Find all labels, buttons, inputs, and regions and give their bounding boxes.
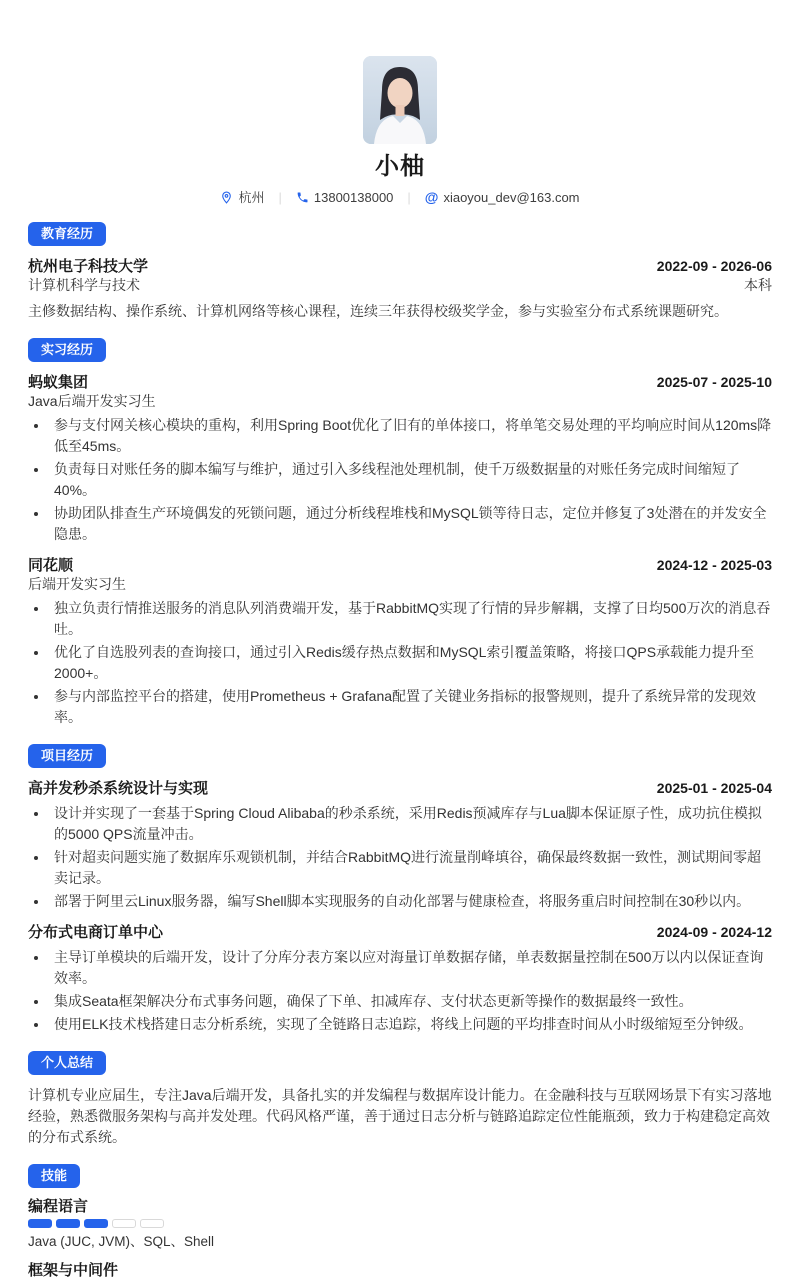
school-name: 杭州电子科技大学	[28, 258, 149, 275]
job-title: Java后端开发实习生	[28, 393, 156, 409]
bullet-item: • 参与内部监控平台的搭建，使用Prometheus + Grafana配置了关键业务指标的报警规则，提升了系统异常的发现效率。	[49, 686, 772, 728]
skill-level-bar	[84, 1219, 108, 1228]
education-entry	[28, 257, 772, 322]
skill-level-bars	[28, 1219, 772, 1228]
section-badge-skills: 技能	[28, 1164, 80, 1188]
job-bullets	[28, 598, 772, 728]
skill-level-bar	[140, 1219, 164, 1228]
job-bullets	[28, 415, 772, 545]
bullet-item: • 参与支付网关核心模块的重构，利用Spring Boot优化了旧有的单体接口，将单笔交易处理的平均响应时间从120ms降低至45ms。	[49, 415, 772, 457]
project-bullets	[28, 947, 772, 1035]
contact-row	[28, 189, 772, 206]
job-dates: 2025-07 - 2025-10	[656, 374, 772, 390]
bullet-item: • 集成Seata框架解决分布式事务问题，确保了下单、扣减库存、支付状态更新等操作的数据最终一致性。	[49, 991, 772, 1012]
internship-entry	[28, 373, 772, 545]
contact-phone-text: 13800138000	[313, 190, 394, 205]
section-education	[28, 222, 772, 322]
section-badge-projects: 项目经历	[28, 744, 106, 768]
contact-separator: |	[278, 190, 282, 205]
education-description: 主修数据结构、操作系统、计算机网络等核心课程，连续三年获得校级奖学金，参与实验室分布式系统课题研究。	[28, 303, 728, 319]
project-bullets	[28, 803, 772, 912]
project-entry	[28, 779, 772, 912]
company-name: 同花顺	[28, 557, 74, 574]
section-badge-education: 教育经历	[28, 222, 106, 246]
project-dates: 2024-09 - 2024-12	[656, 924, 772, 940]
contact-phone	[296, 189, 394, 206]
skill-group	[28, 1198, 772, 1250]
bullet-item: • 优化了自选股列表的查询接口，通过引入Redis缓存热点数据和MySQL索引覆盖策略，将接口QPS承载能力提升至2000+。	[49, 642, 772, 684]
bullet-item: • 负责每日对账任务的脚本编写与维护，通过引入多线程池处理机制，使千万级数据量的对账任务完成时间缩短了40%。	[49, 459, 772, 501]
job-dates: 2024-12 - 2025-03	[656, 557, 772, 573]
at-icon: @	[424, 189, 439, 205]
contact-separator: |	[407, 190, 411, 205]
person-name: 小柚	[375, 153, 425, 180]
skill-items: Java (JUC, JVM)、SQL、Shell	[28, 1234, 215, 1249]
bullet-item: • 主导订单模块的后端开发，设计了分库分表方案以应对海量订单数据存储，单表数据量控制在500万以内以保证查询效率。	[49, 947, 772, 989]
education-dates: 2022-09 - 2026-06	[656, 258, 772, 274]
section-badge-summary: 个人总结	[28, 1051, 106, 1075]
location-pin-icon	[220, 191, 233, 204]
bullet-item: • 设计并实现了一套基于Spring Cloud Alibaba的秒杀系统，采用Redis预减库存与Lua脚本保证原子性，成功抗住模拟的5000 QPS流量冲击。	[49, 803, 772, 845]
skill-level-bar	[28, 1219, 52, 1228]
project-name: 高并发秒杀系统设计与实现	[28, 780, 209, 797]
contact-email-text: xiaoyou_dev@163.com	[443, 190, 580, 205]
bullet-item: • 针对超卖问题实施了数据库乐观锁机制，并结合RabbitMQ进行流量削峰填谷，确保最终数据一致性，测试期间零超卖记录。	[49, 847, 772, 889]
skill-level-bar	[56, 1219, 80, 1228]
skill-group-title: 框架与中间件	[28, 1262, 119, 1279]
project-entry	[28, 923, 772, 1035]
internship-entry	[28, 556, 772, 728]
bullet-item: • 协助团队排查生产环境偶发的死锁问题，通过分析线程堆栈和MySQL锁等待日志，定位并修复了3处潜在的并发安全隐患。	[49, 503, 772, 545]
project-name: 分布式电商订单中心	[28, 924, 164, 941]
bullet-item: • 独立负责行情推送服务的消息队列消费端开发，基于RabbitMQ实现了行情的异步解耦，支撑了日均500万次的消息吞吐。	[49, 598, 772, 640]
major-name: 计算机科学与技术	[28, 277, 140, 293]
project-dates: 2025-01 - 2025-04	[656, 780, 772, 796]
contact-email	[425, 189, 580, 206]
degree-level: 本科	[744, 277, 772, 293]
skill-group-title: 编程语言	[28, 1198, 89, 1215]
resume-header	[28, 56, 772, 206]
bullet-item: • 部署于阿里云Linux服务器，编写Shell脚本实现服务的自动化部署与健康检查，将服务重启时间控制在30秒以内。	[49, 891, 772, 912]
section-summary	[28, 1051, 772, 1148]
skill-group	[28, 1262, 772, 1279]
skill-level-bar	[112, 1219, 136, 1228]
summary-text: 计算机专业应届生，专注Java后端开发，具备扎实的并发编程与数据库设计能力。在金融科技与互联网场景下有实习落地经验，熟悉微服务架构与高并发处理。代码风格严谨，善于通过日志分析与链路追踪定位性能瓶颈，致力于构建稳定高效的分布式系统。	[28, 1087, 772, 1145]
section-badge-internship: 实习经历	[28, 338, 106, 362]
job-title: 后端开发实习生	[28, 576, 126, 592]
section-projects	[28, 744, 772, 1035]
phone-icon	[296, 191, 309, 204]
bullet-item: • 使用ELK技术栈搭建日志分析系统，实现了全链路日志追踪，将线上问题的平均排查时间从小时级缩短至分钟级。	[49, 1014, 772, 1035]
contact-location	[220, 189, 264, 206]
section-internship	[28, 338, 772, 728]
contact-location-text: 杭州	[238, 190, 265, 205]
section-skills	[28, 1164, 772, 1279]
company-name: 蚂蚁集团	[28, 374, 89, 391]
profile-photo	[363, 56, 437, 144]
